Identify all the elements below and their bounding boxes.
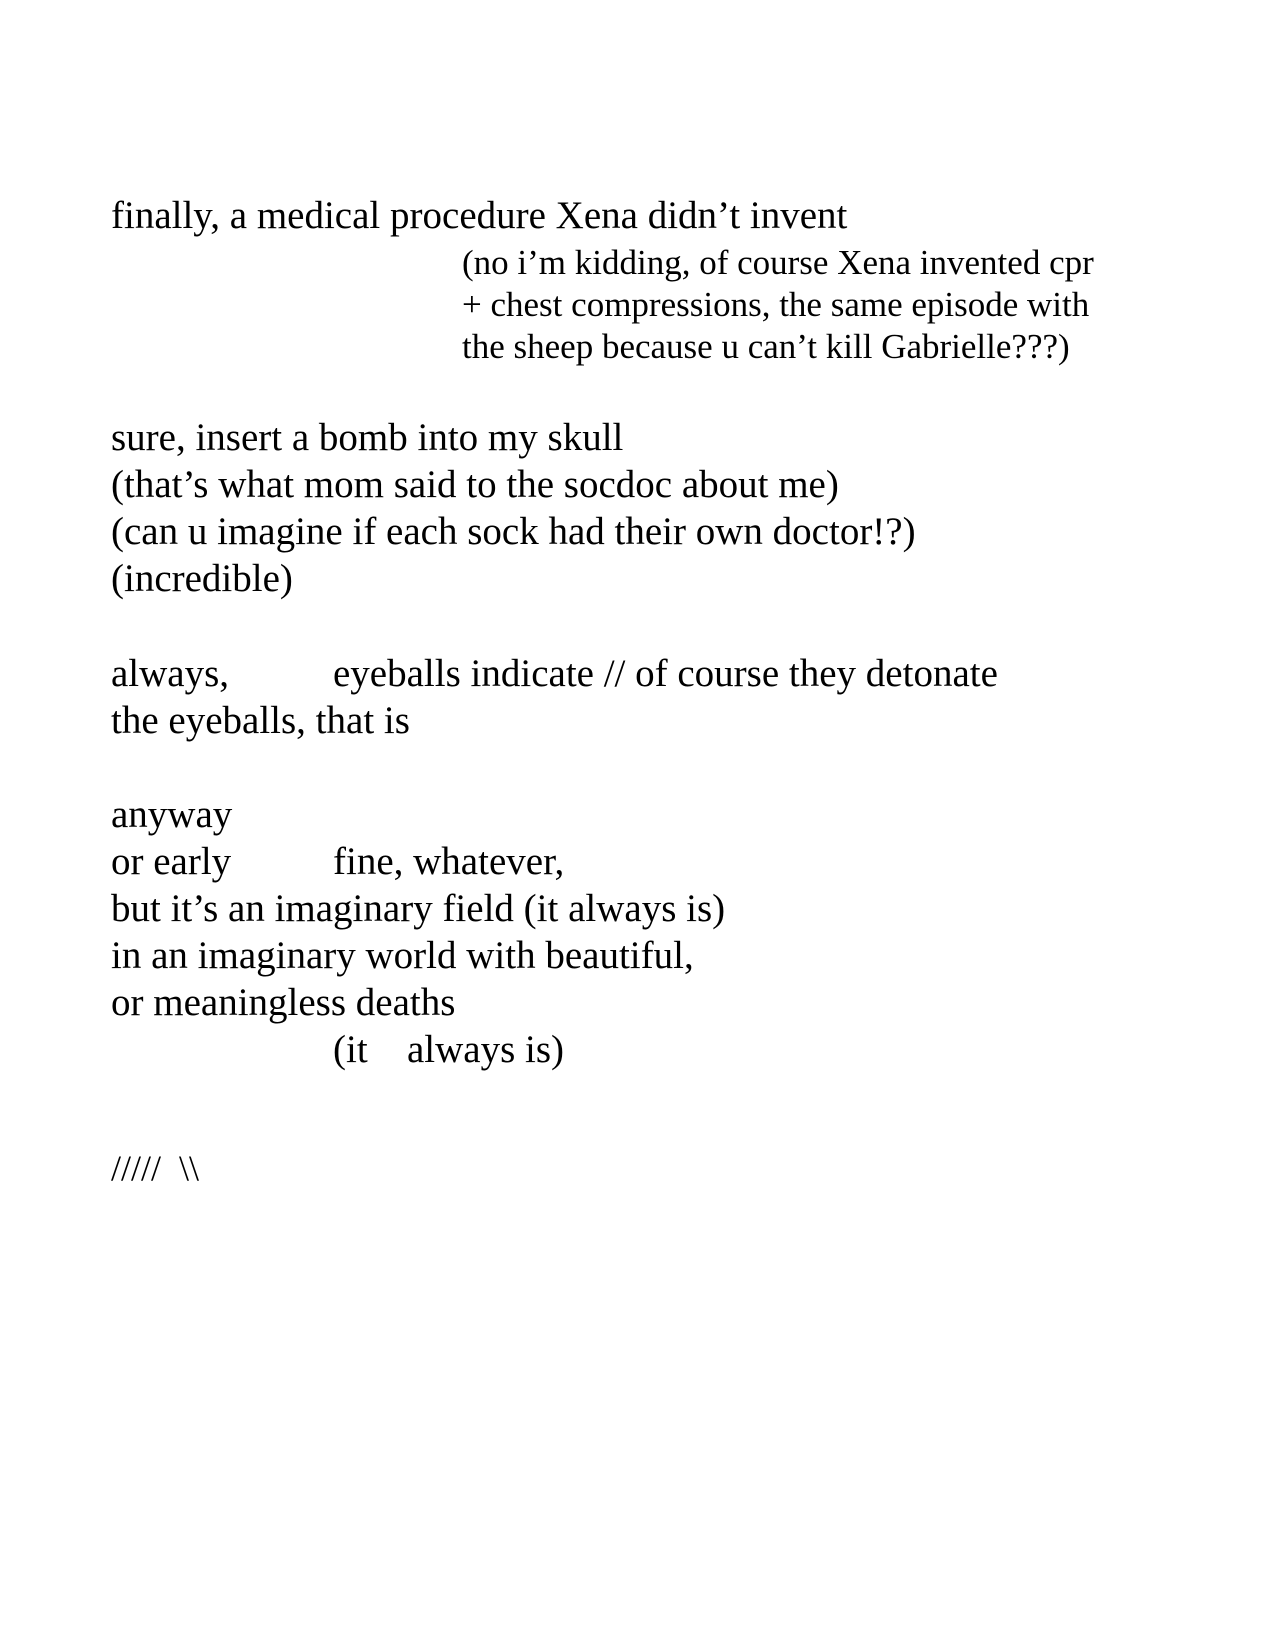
poem-line: finally, a medical procedure Xena didn’t invent (111, 194, 848, 237)
poem-aside-line: + chest compressions, the same episode with (462, 285, 1090, 324)
poem-aside-line: (no i’m kidding, of course Xena invented cpr (462, 243, 1094, 282)
poem-line: fine, whatever, (333, 840, 565, 883)
poem-line: (it (333, 1028, 368, 1071)
poem-line: always, (111, 652, 230, 695)
poem-line: always is) (407, 1028, 565, 1071)
poem-line: but it’s an imaginary field (it always is) (111, 887, 726, 930)
poem-ending-marks: ///// \\ (111, 1148, 200, 1188)
poem-line: (can u imagine if each sock had their own doctor!?) (111, 510, 916, 553)
poem-line: the eyeballs, that is (111, 699, 410, 742)
poem-aside-line: the sheep because u can’t kill Gabrielle???) (462, 327, 1070, 366)
poem-line: (that’s what mom said to the socdoc about me) (111, 463, 839, 506)
poem-line: or early (111, 840, 232, 883)
poem-line: sure, insert a bomb into my skull (111, 416, 624, 459)
poem-line: in an imaginary world with beautiful, (111, 934, 694, 977)
poem-line: or meaningless deaths (111, 981, 456, 1024)
poem-line: (incredible) (111, 557, 293, 600)
poem-line: eyeballs indicate // of course they detonate (333, 652, 998, 695)
poem-line: anyway (111, 793, 233, 836)
